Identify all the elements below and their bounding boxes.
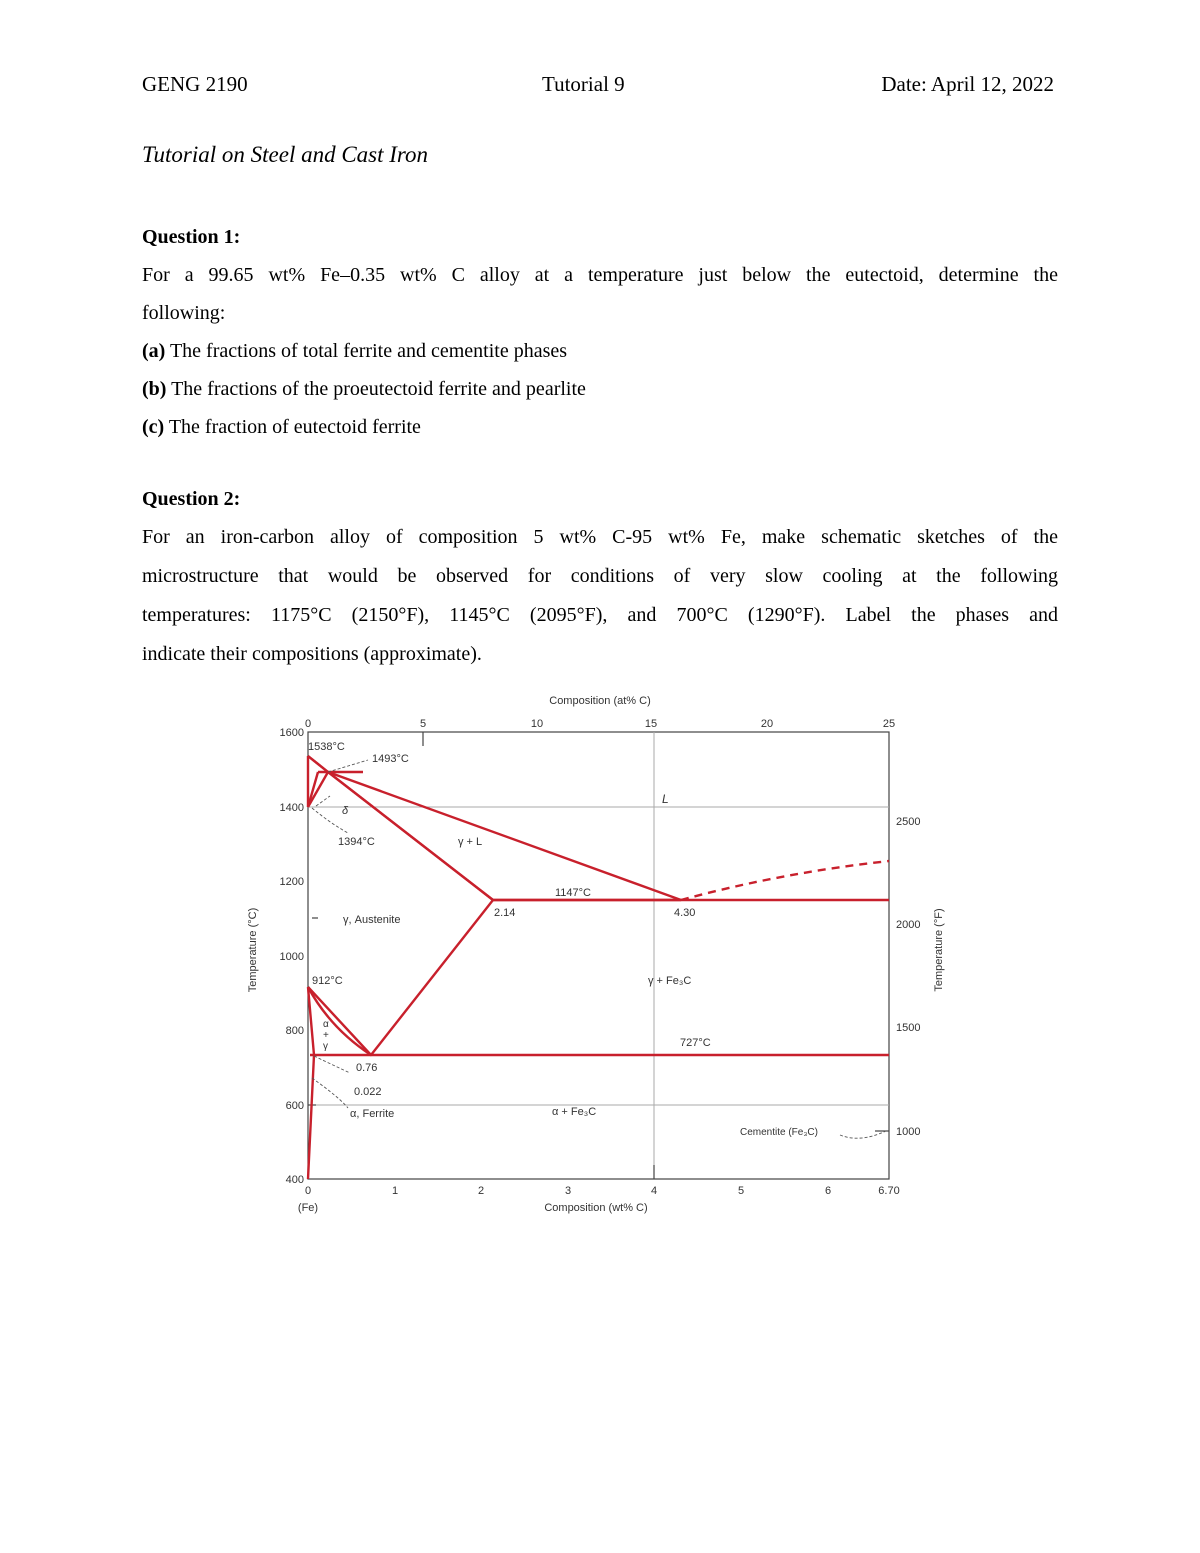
- y-tick-1600: 1600: [279, 727, 304, 739]
- leader-1493: [328, 760, 368, 772]
- label-gamma-fe3c: γ + Fe₃C: [648, 975, 692, 987]
- label-727: 727°C: [680, 1037, 711, 1049]
- annotations: [308, 741, 818, 1138]
- question2-line1: For an iron-carbon alloy of composition 5 wt% C-95 wt% Fe, make schematic sketches of the: [142, 526, 1058, 548]
- label-1147: 1147°C: [555, 887, 591, 899]
- part-a-text: The fractions of total ferrite and cementite phases: [165, 340, 568, 362]
- f-tick-1500: 1500: [896, 1022, 921, 1034]
- part-a-label: (a): [142, 340, 166, 362]
- part-b-label: (b): [142, 378, 167, 400]
- at-tick-25: 25: [882, 718, 896, 730]
- at-tick-20: 20: [760, 718, 774, 730]
- tutorial-date: Date: April 12, 2022: [881, 72, 1054, 96]
- course-code: GENG 2190: [142, 72, 248, 96]
- y-tick-1400: 1400: [279, 802, 304, 814]
- label-0022: 0.022: [354, 1086, 382, 1098]
- x-label: Composition (wt% C): [544, 1202, 648, 1214]
- at-tick-0: 0: [304, 718, 312, 730]
- tick-marks: [308, 732, 889, 1179]
- page-header: [142, 72, 1054, 102]
- x-tick-6: 6: [824, 1185, 832, 1197]
- question1-text-line2: following:: [142, 302, 226, 324]
- label-alpha-fe3c: α + Fe₃C: [552, 1106, 597, 1118]
- label-214: 2.14: [494, 907, 516, 919]
- x-tick-670: 6.70: [878, 1185, 900, 1197]
- label-liquid: L: [662, 792, 669, 806]
- label-austenite: γ, Austenite: [343, 914, 401, 926]
- x-tick-4: 4: [650, 1185, 658, 1197]
- cementite-liquidus-dashed: [681, 861, 889, 900]
- f-tick-2000: 2000: [896, 919, 921, 931]
- x-tick-1: 1: [391, 1185, 399, 1197]
- y-tick-1200: 1200: [279, 876, 304, 888]
- leader-lines: [312, 760, 886, 1138]
- iron-carbon-phase-diagram: [240, 688, 945, 1218]
- question2-heading: Question 2:: [142, 488, 241, 510]
- question2-line3: temperatures: 1175°C (2150°F), 1145°C (2095°F), and 700°C (1290°F). Label the phases and: [142, 604, 1058, 626]
- tutorial-number: Tutorial 9: [542, 72, 625, 96]
- x-tick-0: 0: [304, 1185, 312, 1197]
- question1-heading: Question 1:: [142, 226, 241, 248]
- at-tick-15: 15: [644, 718, 658, 730]
- question1-text-line1: For a 99.65 wt% Fe–0.35 wt% C alloy at a temperature just below the eutectoid, determine the: [142, 264, 1058, 286]
- x-tick-5: 5: [737, 1185, 745, 1197]
- label-gamma-l: γ + L: [458, 836, 483, 848]
- y-label-right: Temperature (°F): [933, 908, 945, 992]
- ferrite-solvus: [308, 987, 314, 1179]
- label-ferrite: α, Ferrite: [350, 1108, 395, 1120]
- part-c-text: The fraction of eutectoid ferrite: [164, 416, 421, 438]
- question2-line4: indicate their compositions (approximate).: [142, 643, 482, 665]
- at-tick-5: 5: [419, 718, 427, 730]
- question1-part-a: [142, 340, 567, 363]
- f-tick-2500: 2500: [896, 816, 921, 828]
- x-tick-3: 3: [564, 1185, 572, 1197]
- label-430: 4.30: [674, 907, 696, 919]
- label-1538: 1538°C: [308, 741, 345, 753]
- y-label-left: Temperature (°C): [247, 907, 259, 993]
- grid: [308, 732, 889, 1179]
- liquidus-left: [308, 756, 681, 900]
- x-sublabel-fe: (Fe): [297, 1202, 319, 1214]
- question1-part-c: [142, 416, 421, 439]
- label-076: 0.76: [356, 1062, 378, 1074]
- f-tick-1000: 1000: [896, 1126, 921, 1138]
- delta-gamma-boundary: [308, 772, 328, 807]
- label-1394: 1394°C: [338, 836, 375, 848]
- y-tick-800: 800: [285, 1025, 304, 1037]
- label-plus-small: +: [323, 1030, 329, 1041]
- label-cementite: Cementite (Fe₃C): [740, 1127, 818, 1138]
- label-912: 912°C: [312, 975, 343, 987]
- label-delta: δ: [342, 805, 349, 817]
- leader-ferrite: [312, 1078, 348, 1108]
- liquidus-main: [308, 756, 681, 900]
- phase-diagram-svg: [240, 688, 945, 1218]
- y-tick-400: 400: [285, 1174, 304, 1186]
- part-c-label: (c): [142, 416, 165, 438]
- y-tick-1000: 1000: [279, 951, 304, 963]
- delta-solvus: [308, 772, 318, 807]
- label-alpha-small: α: [323, 1019, 329, 1030]
- plot-frame: [308, 732, 889, 1179]
- title-top: Composition (at% C): [549, 695, 651, 707]
- at-tick-10: 10: [530, 718, 544, 730]
- label-gamma-small: γ: [323, 1041, 328, 1052]
- leader-cementite: [840, 1131, 886, 1138]
- part-b-text: The fractions of the proeutectoid ferrite and pearlite: [166, 378, 586, 400]
- y-tick-600: 600: [285, 1100, 304, 1112]
- leader-delta: [316, 796, 330, 806]
- question1-part-b: [142, 378, 586, 401]
- label-1493: 1493°C: [372, 753, 409, 765]
- leader-0022: [314, 1056, 350, 1073]
- x-tick-2: 2: [477, 1185, 485, 1197]
- phase-boundaries: [308, 756, 889, 1179]
- page-title: Tutorial on Steel and Cast Iron: [142, 142, 429, 167]
- question2-line2: microstructure that would be observed for conditions of very slow cooling at the following: [142, 565, 1058, 587]
